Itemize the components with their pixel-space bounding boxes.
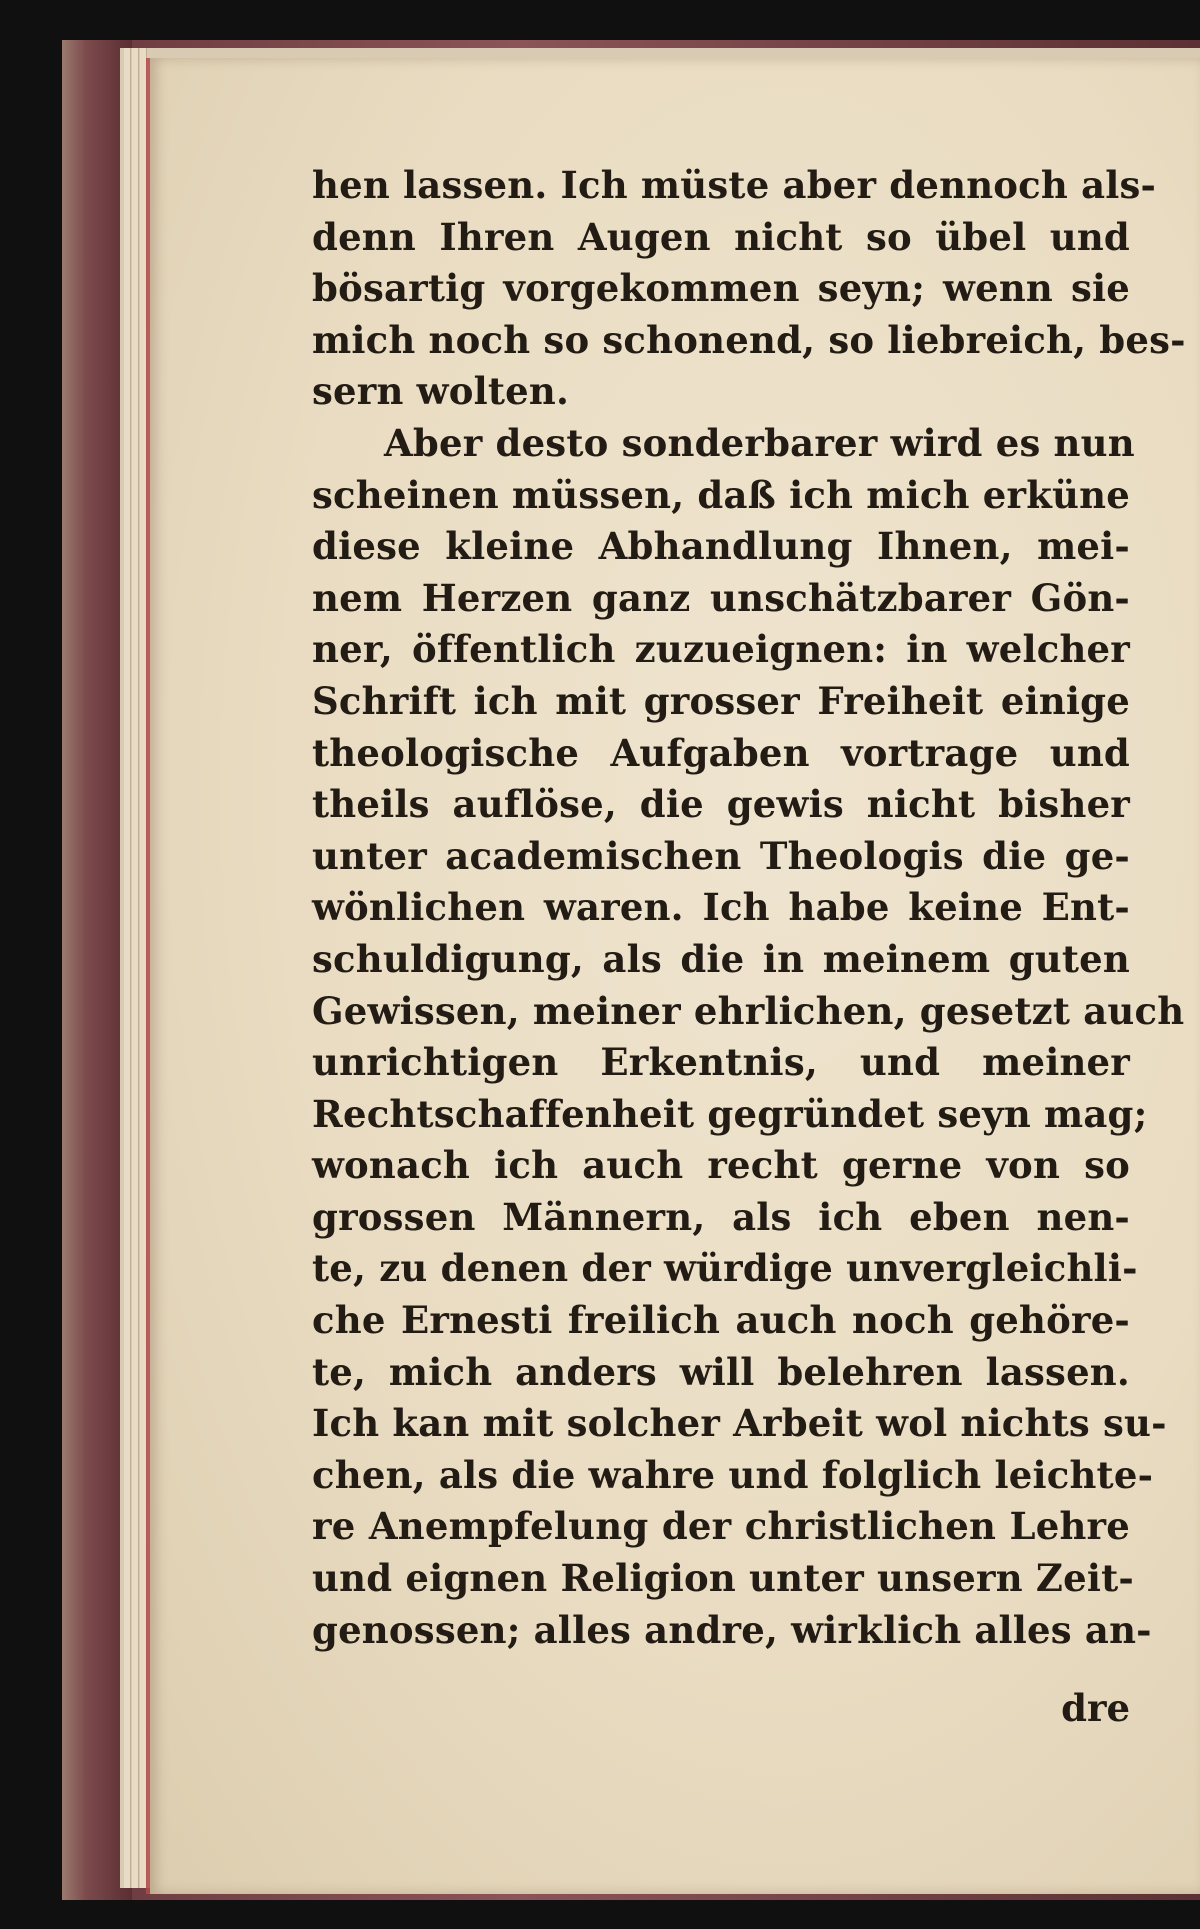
text-line: wonach ich auch recht gerne von so [312, 1143, 1130, 1188]
text-line: theils auflöse, die gewis nicht bisher [312, 782, 1130, 827]
text-line: bösartig vorgekommen seyn; wenn sie [312, 266, 1130, 311]
text-line: sern wolten. [312, 369, 570, 414]
text-line: nem Herzen ganz unschätzbarer Gön- [312, 575, 1130, 620]
text-line: unter academischen Theologis die ge- [312, 833, 1130, 878]
text-line: ner, öffentlich zuzueignen: in welcher [312, 627, 1130, 672]
text-line: te, zu denen der würdige unvergleichli- [312, 1246, 1138, 1291]
text-line: denn Ihren Augen nicht so übel und [312, 214, 1130, 259]
text-line: che Ernesti freilich auch noch gehöre- [312, 1298, 1130, 1343]
text-line: Rechtschaffenheit gegründet seyn mag; [312, 1091, 1148, 1136]
text-line: te, mich anders will belehren lassen. [312, 1349, 1130, 1394]
text-line: chen, als die wahre und folglich leichte- [312, 1452, 1154, 1497]
text-line: Gewissen, meiner ehrlichen, gesetzt auch [312, 988, 1185, 1033]
text-line: und eignen Religion unter unsern Zeit- [312, 1556, 1134, 1601]
catchword: dre [1061, 1686, 1130, 1730]
text-line: grossen Männern, als ich eben nen- [312, 1194, 1130, 1239]
text-line: mich noch so schonend, so liebreich, bes- [312, 317, 1186, 362]
text-line: hen lassen. Ich müste aber dennoch als- [312, 163, 1157, 207]
text-line: theologische Aufgaben vortrage und [312, 730, 1130, 775]
text-line: scheinen müssen, daß ich mich erküne [312, 472, 1130, 517]
text-line: Schrift ich mit grosser Freiheit einige [312, 678, 1130, 723]
page-text [312, 160, 1186, 1656]
text-line: Ich kan mit solcher Arbeit wol nichts su- [312, 1401, 1167, 1446]
text-line: Aber desto sonderbarer wird es nun [384, 420, 1135, 465]
text-line: wönlichen waren. Ich habe keine Ent- [312, 885, 1130, 930]
text-line: schuldigung, als die in meinem guten [312, 936, 1130, 981]
text-line: diese kleine Abhandlung Ihnen, mei- [312, 524, 1130, 569]
text-line: unrichtigen Erkentnis, und meiner [312, 1040, 1130, 1085]
text-line: genossen; alles andre, wirklich alles an- [312, 1607, 1152, 1652]
text-line: re Anempfelung der christlichen Lehre [312, 1504, 1130, 1549]
